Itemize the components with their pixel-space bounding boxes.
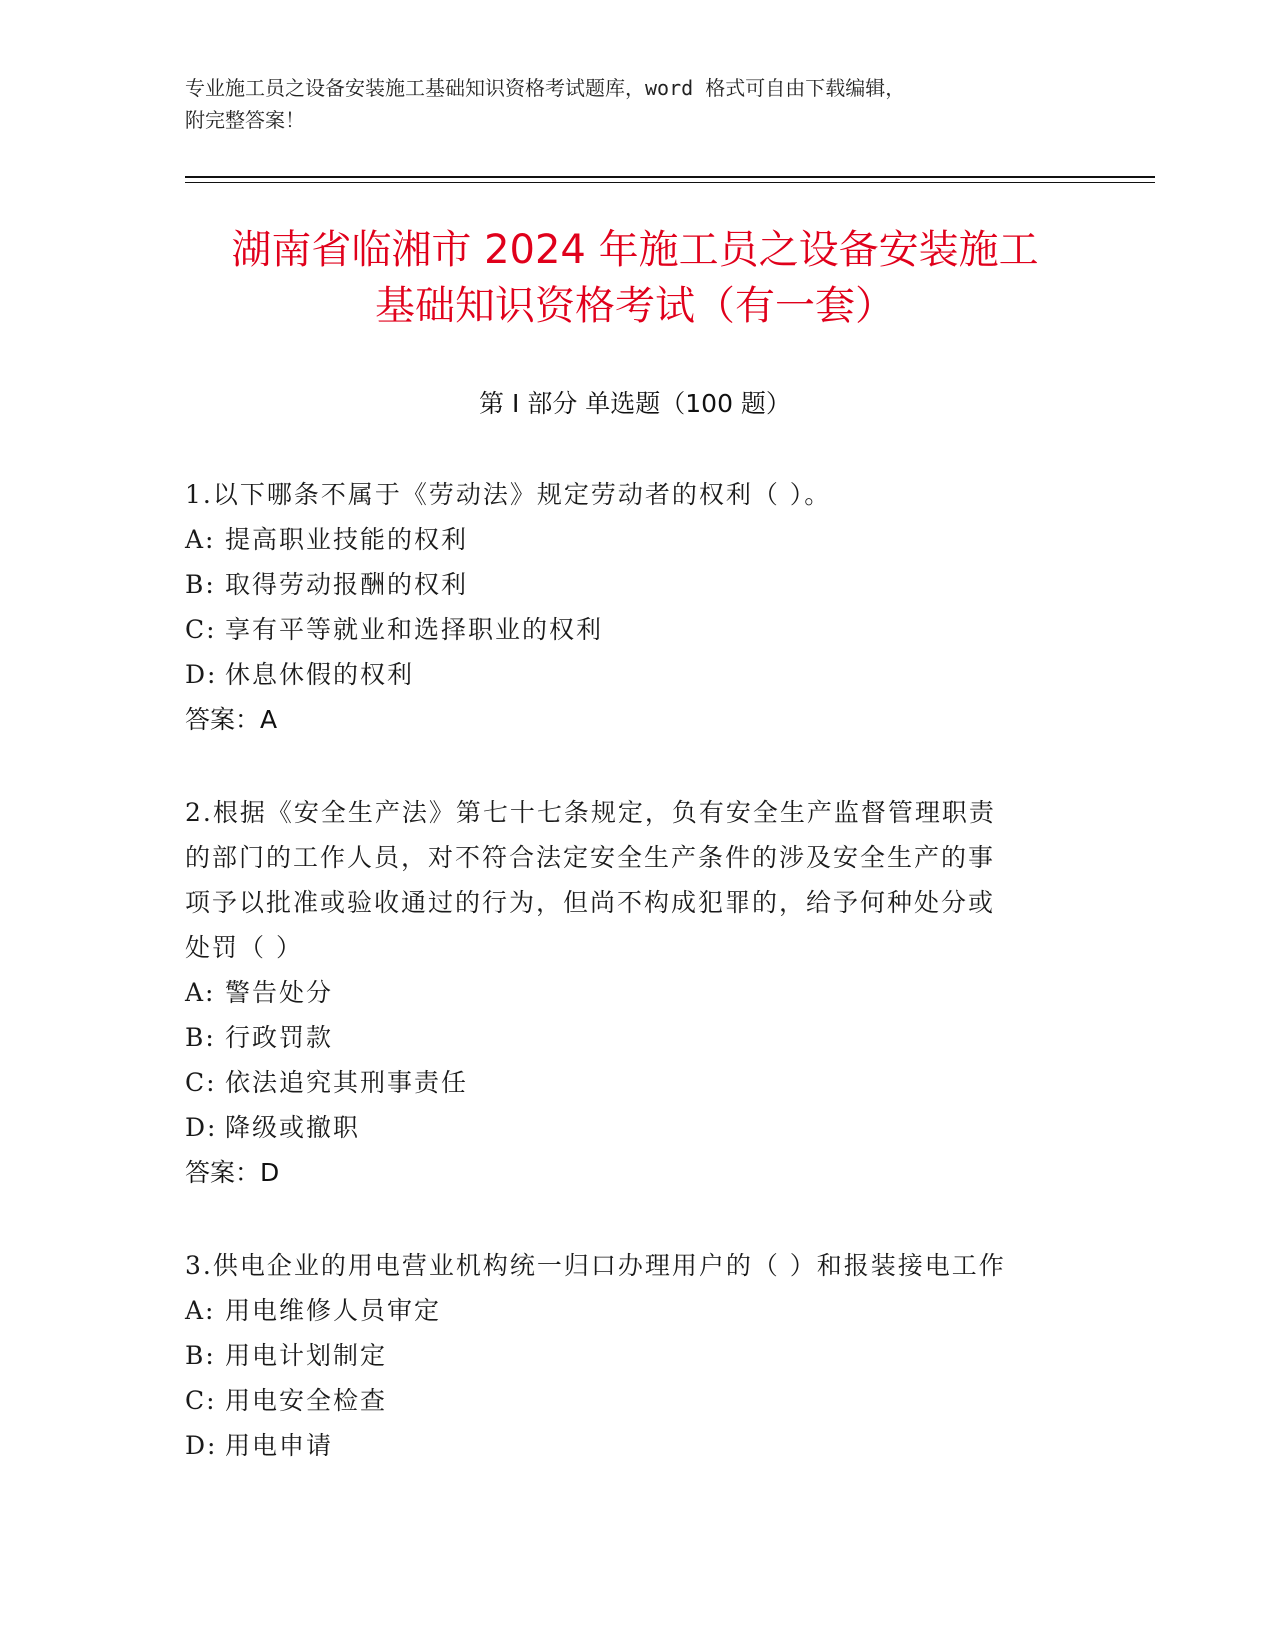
option-text: 用电安全检查 (225, 1386, 388, 1415)
option-text: 用电维修人员审定 (225, 1296, 442, 1325)
document-title-line-1: 湖南省临湘市 2024 年施工员之设备安装施工 (231, 227, 1039, 273)
option-text: 提高职业技能的权利 (225, 525, 469, 554)
option-text: 降级或撤职 (225, 1113, 361, 1142)
option-text: 取得劳动报酬的权利 (225, 570, 469, 599)
question-stem-line-1: 2.根据《安全生产法》第七十七条规定，负有安全生产监督管理职责 (185, 798, 996, 827)
answer: 答案：A (185, 705, 278, 734)
header-note-line-1: 专业施工员之设备安装施工基础知识资格考试题库，word 格式可自由下载编辑， (185, 76, 906, 100)
option-b (185, 1015, 1085, 1060)
option-text: 依法追究其刑事责任 (225, 1068, 469, 1097)
question-stem: 1.以下哪条不属于《劳动法》规定劳动者的权利（ ）。 (185, 480, 832, 509)
option-b (185, 1333, 1085, 1378)
option-a (185, 1288, 1085, 1333)
header-note-line-2: 附完整答案！ (185, 108, 305, 132)
option-letter: D: (185, 1113, 218, 1142)
option-d (185, 1423, 1085, 1468)
option-text: 用电申请 (225, 1431, 334, 1460)
option-a (185, 970, 1085, 1015)
document-title-line-2: 基础知识资格考试（有一套） (375, 283, 895, 329)
option-letter: B: (185, 1023, 216, 1052)
question-stem: 3.供电企业的用电营业机构统一归口办理用户的（ ）和报装接电工作 (185, 1251, 1006, 1280)
option-letter: C: (185, 1068, 217, 1097)
option-text: 行政罚款 (225, 1023, 334, 1052)
option-text: 警告处分 (225, 978, 334, 1007)
question-stem-line-4: 处罚（ ） (185, 933, 303, 962)
question-list (185, 472, 1085, 1516)
question-1 (185, 472, 1085, 742)
option-d (185, 652, 1085, 697)
option-letter: A: (185, 525, 216, 554)
option-text: 用电计划制定 (225, 1341, 388, 1370)
section-heading: 第 I 部分 单选题（100 题） (479, 389, 791, 418)
question-stem-line-2: 的部门的工作人员，对不符合法定安全生产条件的涉及安全生产的事 (185, 843, 996, 872)
option-letter: C: (185, 615, 217, 644)
header-divider-thin (185, 182, 1155, 183)
option-letter: C: (185, 1386, 217, 1415)
answer: 答案：D (185, 1158, 280, 1187)
option-c (185, 607, 1085, 652)
option-c (185, 1378, 1085, 1423)
option-letter: A: (185, 978, 216, 1007)
question-stem-line-3: 项予以批准或验收通过的行为，但尚不构成犯罪的，给予何种处分或 (185, 888, 996, 917)
option-c (185, 1060, 1085, 1105)
option-letter: D: (185, 660, 218, 689)
header-note (185, 72, 1085, 136)
option-text: 休息休假的权利 (225, 660, 415, 689)
question-3 (185, 1243, 1085, 1468)
option-text: 享有平等就业和选择职业的权利 (225, 615, 604, 644)
option-d (185, 1105, 1085, 1150)
option-letter: B: (185, 570, 216, 599)
option-letter: A: (185, 1296, 216, 1325)
header-divider-thick (185, 176, 1155, 178)
option-letter: B: (185, 1341, 216, 1370)
option-a (185, 517, 1085, 562)
document-title (185, 222, 1085, 334)
question-2 (185, 790, 1085, 1195)
option-b (185, 562, 1085, 607)
option-letter: D: (185, 1431, 218, 1460)
